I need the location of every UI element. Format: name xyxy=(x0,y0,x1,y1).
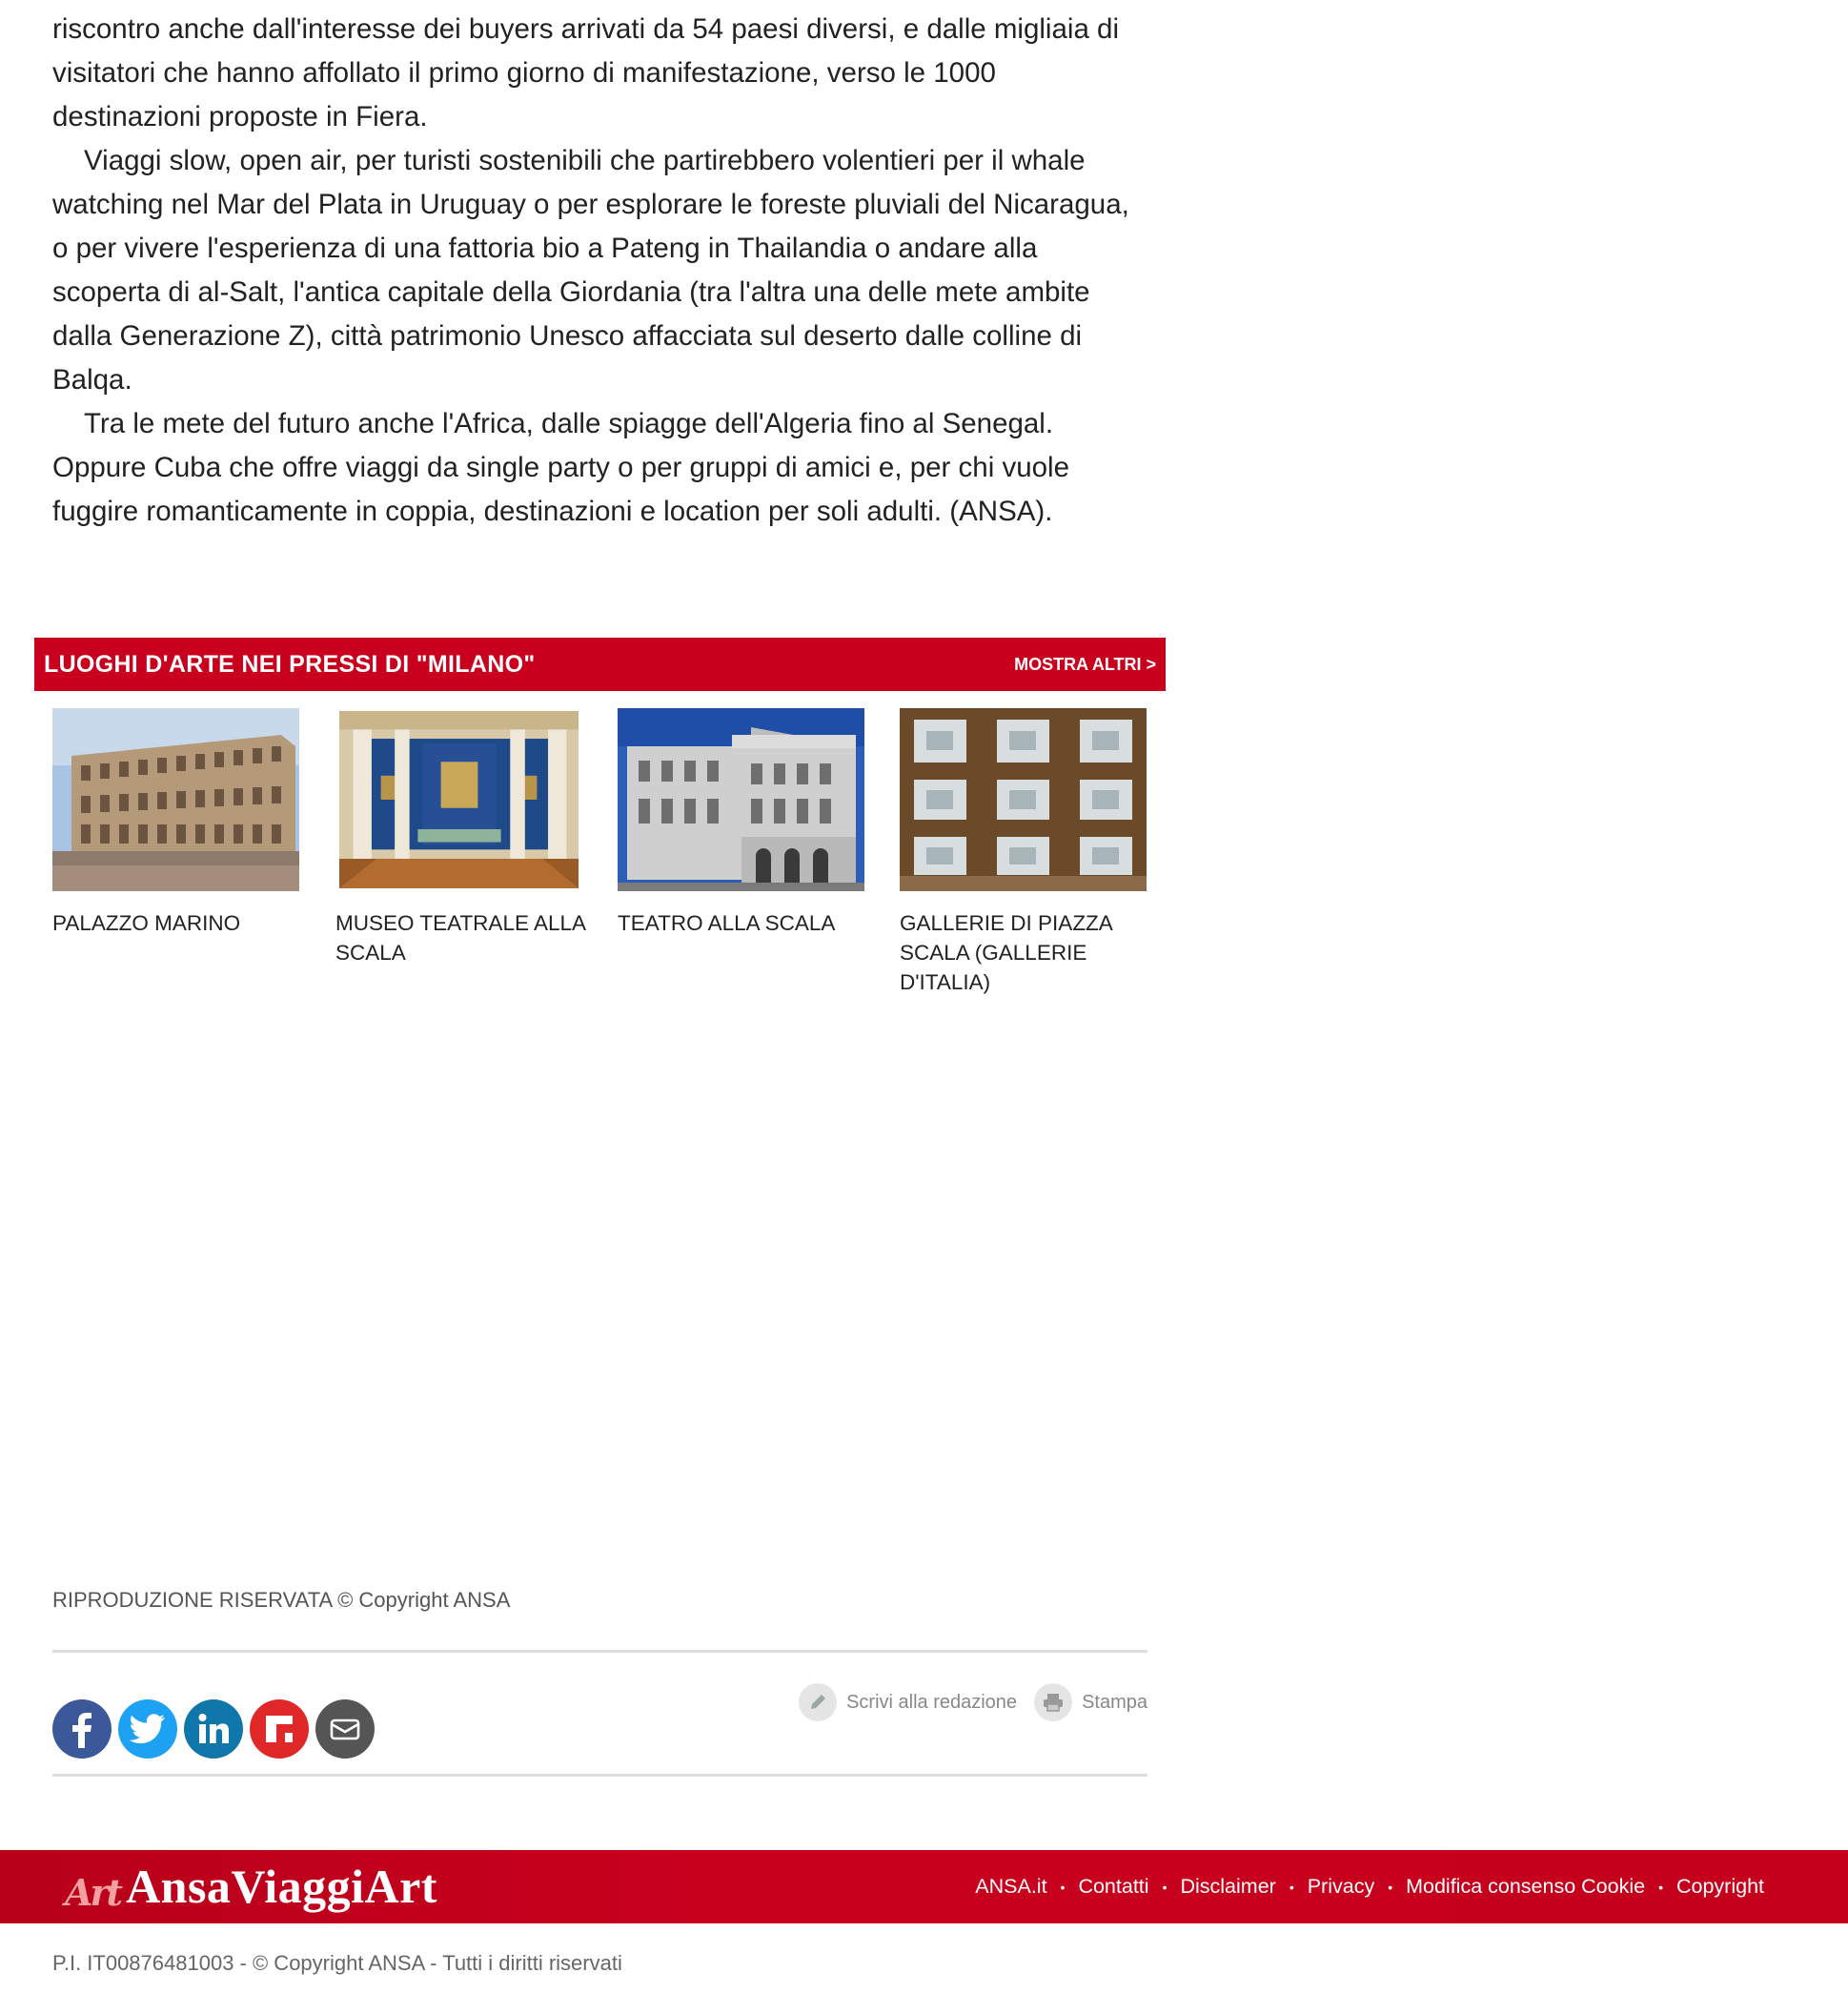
teatro-alla-scala-image[interactable] xyxy=(618,708,864,891)
logo-mark: Art xyxy=(65,1871,121,1914)
site-footer xyxy=(0,1850,1848,1923)
article-body xyxy=(52,8,1148,534)
copyright-notice: RIPRODUZIONE RISERVATA © Copyright ANSA xyxy=(52,1588,511,1612)
nearby-card-label[interactable]: TEATRO ALLA SCALA xyxy=(618,911,836,935)
gallerie-piazza-scala-image[interactable] xyxy=(900,708,1147,891)
footer-link-disclaimer[interactable]: Disclaimer xyxy=(1180,1875,1276,1898)
nearby-card-gallerie-piazza-scala[interactable] xyxy=(900,708,1162,997)
write-to-editor-label[interactable]: Scrivi alla redazione xyxy=(846,1691,1018,1713)
nearby-card-label[interactable]: PALAZZO MARINO xyxy=(52,911,241,935)
show-more-link[interactable]: MOSTRA ALTRI > xyxy=(1014,654,1156,674)
facebook-icon[interactable] xyxy=(52,1699,112,1759)
article-paragraph: riscontro anche dall'interesse dei buyers arrivati da 54 paesi diversi, e dalle migliaia di visitatori che hanno affollato il primo giorno di manifestazione, verso le 1000 destinazioni proposte in Fiera. xyxy=(52,13,1120,132)
nearby-card-label[interactable]: GALLERIE DI PIAZZA SCALA (GALLERIE D'ITALIA) xyxy=(900,911,1112,994)
footer-link-privacy[interactable]: Privacy xyxy=(1307,1875,1375,1898)
nearby-section-title: LUOGHI D'ARTE NEI PRESSI DI "MILANO" xyxy=(44,650,536,678)
linkedin-icon[interactable] xyxy=(184,1699,243,1759)
bullet-separator: • xyxy=(1388,1879,1393,1895)
footer-links xyxy=(975,1850,1764,1923)
logo-text: AnsaViaggiArt xyxy=(126,1860,437,1913)
twitter-icon[interactable] xyxy=(118,1699,177,1759)
social-share-bar xyxy=(52,1699,375,1759)
pencil-icon xyxy=(799,1683,837,1721)
write-to-editor-button[interactable] xyxy=(799,1683,1017,1721)
print-button[interactable] xyxy=(1034,1683,1147,1721)
footer-link-copyright[interactable]: Copyright xyxy=(1675,1875,1764,1898)
nearby-section-header xyxy=(34,638,1166,691)
divider xyxy=(52,1650,1147,1653)
nearby-card-museo-teatrale[interactable] xyxy=(335,708,598,967)
print-label[interactable]: Stampa xyxy=(1082,1691,1147,1713)
email-icon[interactable] xyxy=(315,1699,375,1759)
nearby-card-teatro-alla-scala[interactable] xyxy=(618,708,880,938)
ansa-viaggiart-logo[interactable] xyxy=(65,1859,437,1914)
bullet-separator: • xyxy=(1060,1879,1066,1895)
printer-icon xyxy=(1034,1683,1072,1721)
divider xyxy=(52,1774,1147,1777)
nearby-card-label[interactable]: MUSEO TEATRALE ALLA SCALA xyxy=(335,911,585,965)
bullet-separator: • xyxy=(1162,1879,1168,1895)
museo-teatrale-image[interactable] xyxy=(339,708,579,891)
article-paragraph: Tra le mete del futuro anche l'Africa, dalle spiagge dell'Algeria fino al Senegal. Oppure Cuba che offre viaggi da single party o per gruppi di amici e, per chi vuole fuggire romanticamente in coppia, destinazioni e location per soli adulti. (ANSA). xyxy=(52,408,1069,527)
bullet-separator: • xyxy=(1658,1879,1663,1895)
article-tools xyxy=(799,1683,1147,1721)
footer-link-cookie-consent[interactable]: Modifica consenso Cookie xyxy=(1406,1875,1646,1898)
footer-link-ansa[interactable]: ANSA.it xyxy=(975,1875,1047,1898)
palazzo-marino-image[interactable] xyxy=(52,708,299,891)
bullet-separator: • xyxy=(1289,1879,1294,1895)
footer-link-contatti[interactable]: Contatti xyxy=(1078,1875,1149,1898)
nearby-card-palazzo-marino[interactable] xyxy=(52,708,315,938)
legal-notice: P.I. IT00876481003 - © Copyright ANSA - Tutti i diritti riservati xyxy=(52,1951,622,1975)
flipboard-icon[interactable] xyxy=(250,1699,309,1759)
article-paragraph: Viaggi slow, open air, per turisti sostenibili che partirebbero volentieri per il whale watching nel Mar del Plata in Uruguay o per esplorare le foreste pluviali del Nicaragua, o per vivere l'esperienza di una fattoria bio a Pateng in Thailandia o andare alla scoperta di al-Salt, l'antica capitale della Giordania (tra l'altra una delle mete ambite dalla Generazione Z), città patrimonio Unesco affacciata sul deserto dalle colline di Balqa. xyxy=(52,145,1129,396)
